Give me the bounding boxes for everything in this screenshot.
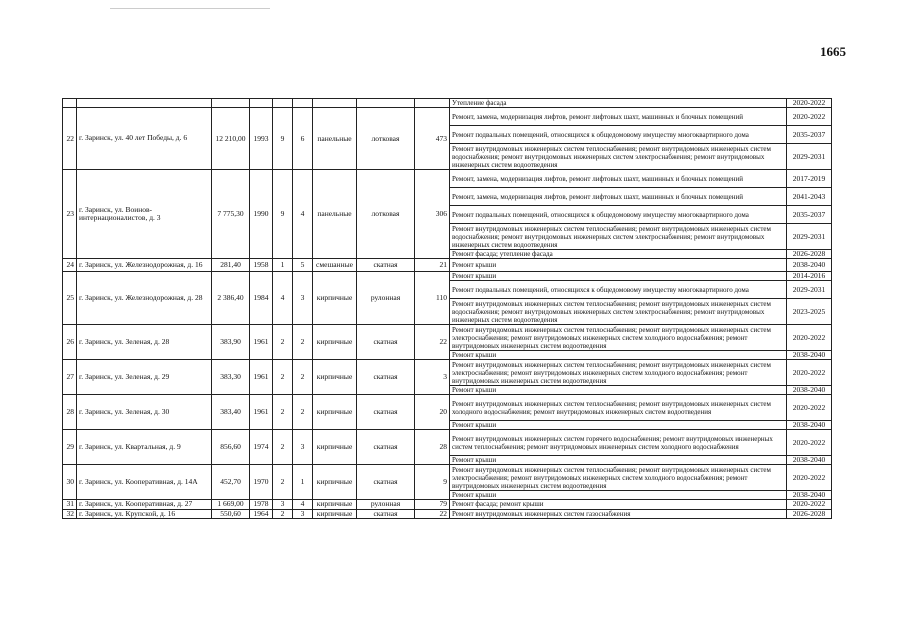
work-period: 2029-2031 [787,281,832,299]
row-number: 29 [63,430,77,465]
table-row [63,259,832,272]
roof-cell: скатная [357,395,415,430]
address-cell: г. Заринск, ул. Зеленая, д. 28 [77,325,212,360]
roof-cell: лотковая [357,170,415,259]
work-period: 2035-2037 [787,206,832,224]
roof-cell: скатная [357,325,415,360]
address-cell: г. Заринск, ул. Крупской, д. 16 [77,509,212,519]
work-period: 2038-2040 [787,491,832,500]
work-description: Ремонт подвальных помещений, относящихся к общедомовому имуществу многоквартирного дома [450,126,787,144]
floors-cell: 2 [273,395,293,430]
table-row [63,509,832,519]
work-period: 2020-2022 [787,395,832,421]
work-description: Ремонт внутридомовых инженерных систем теплоснабжения; ремонт внутридомовых инженерных систем водоснабжения; ремонт внутридомовых инженерных систем электроснабжения; ремонт внутридомовых инженерных систем водоотведения [450,299,787,325]
work-period: 2017-2019 [787,170,832,188]
work-description: Ремонт крыши [450,456,787,465]
work-period: 2038-2040 [787,421,832,430]
entrances-cell: 6 [293,108,313,170]
year-cell: 1961 [250,360,273,395]
work-period: 2023-2025 [787,299,832,325]
address-cell: г. Заринск, ул. Кооперативная, д. 14А [77,465,212,500]
roof-cell: скатная [357,259,415,272]
entrances-cell: 4 [293,500,313,510]
repair-schedule-table [62,98,832,519]
area-cell: 1 669,00 [212,500,250,510]
entrances-cell: 4 [293,170,313,259]
roof-cell: скатная [357,430,415,465]
work-description: Ремонт, замена, модернизация лифтов, ремонт лифтовых шахт, машинных и блочных помещений [450,170,787,188]
floors-cell: 2 [273,430,293,465]
residents-cell: 473 [415,108,450,170]
row-number [63,99,77,108]
roof-cell [357,99,415,108]
area-cell: 856,60 [212,430,250,465]
work-description: Ремонт крыши [450,351,787,360]
floors-cell [273,99,293,108]
table-row [63,170,832,188]
work-description: Ремонт крыши [450,272,787,281]
floors-cell: 4 [273,272,293,325]
table-row [63,272,832,281]
work-description: Ремонт внутридомовых инженерных систем теплоснабжения; ремонт внутридомовых инженерных систем водоснабжения; ремонт внутридомовых инженерных систем электроснабжения; ремонт внутридомовых инженерных систем водоотведения [450,144,787,170]
work-description: Ремонт крыши [450,386,787,395]
table-row [63,395,832,421]
area-cell: 452,70 [212,465,250,500]
address-cell: г. Заринск, ул. 40 лет Победы, д. 6 [77,108,212,170]
address-cell: г. Заринск, ул. Зеленая, д. 30 [77,395,212,430]
year-cell: 1958 [250,259,273,272]
area-cell: 383,90 [212,325,250,360]
work-description: Утепление фасада [450,99,787,108]
work-description: Ремонт фасада; ремонт крыши [450,500,787,510]
address-cell: г. Заринск, ул. Железнодорожная, д. 28 [77,272,212,325]
residents-cell: 79 [415,500,450,510]
roof-cell: скатная [357,509,415,519]
work-period: 2020-2022 [787,360,832,386]
residents-cell: 22 [415,509,450,519]
floors-cell: 9 [273,170,293,259]
work-period: 2020-2022 [787,108,832,126]
row-number: 25 [63,272,77,325]
table-row [63,430,832,456]
address-cell: г. Заринск, ул. Квартальная, д. 9 [77,430,212,465]
table-row [63,465,832,491]
work-description: Ремонт внутридомовых инженерных систем газоснабжения [450,509,787,519]
roof-cell: лотковая [357,108,415,170]
work-period: 2026-2028 [787,509,832,519]
work-description: Ремонт фасада; утепление фасада [450,250,787,259]
work-description: Ремонт подвальных помещений, относящихся к общедомовому имуществу многоквартирного дома [450,281,787,299]
walls-cell: панельные [313,108,357,170]
work-period: 2026-2028 [787,250,832,259]
residents-cell: 28 [415,430,450,465]
residents-cell: 3 [415,360,450,395]
scan-artifact [110,8,270,9]
walls-cell [313,99,357,108]
work-period: 2020-2022 [787,465,832,491]
address-cell [77,99,212,108]
work-period: 2020-2022 [787,99,832,108]
area-cell: 2 386,40 [212,272,250,325]
table-row [63,108,832,126]
residents-cell: 21 [415,259,450,272]
work-period: 2014-2016 [787,272,832,281]
address-cell: г. Заринск, ул. Зеленая, д. 29 [77,360,212,395]
roof-cell: скатная [357,360,415,395]
walls-cell: панельные [313,170,357,259]
entrances-cell: 2 [293,360,313,395]
year-cell [250,99,273,108]
entrances-cell: 3 [293,430,313,465]
table-row [63,360,832,386]
walls-cell: кирпичные [313,395,357,430]
row-number: 31 [63,500,77,510]
area-cell: 12 210,00 [212,108,250,170]
entrances-cell: 1 [293,465,313,500]
work-description: Ремонт внутридомовых инженерных систем теплоснабжения; ремонт внутридомовых инженерных систем электроснабжения; ремонт внутридомовых инженерных систем холодного водоснабжения; ремонт внутридомовых инженерных систем водоотведения [450,465,787,491]
area-cell: 383,40 [212,395,250,430]
residents-cell: 9 [415,465,450,500]
work-period: 2035-2037 [787,126,832,144]
work-period: 2038-2040 [787,351,832,360]
entrances-cell: 2 [293,395,313,430]
year-cell: 1993 [250,108,273,170]
work-description: Ремонт, замена, модернизация лифтов, ремонт лифтовых шахт, машинных и блочных помещений [450,188,787,206]
walls-cell: кирпичные [313,500,357,510]
work-period: 2038-2040 [787,456,832,465]
work-period: 2029-2031 [787,144,832,170]
area-cell: 281,40 [212,259,250,272]
residents-cell [415,99,450,108]
year-cell: 1964 [250,509,273,519]
area-cell: 550,60 [212,509,250,519]
area-cell: 7 775,30 [212,170,250,259]
work-description: Ремонт крыши [450,421,787,430]
table-row [63,325,832,351]
work-description: Ремонт внутридомовых инженерных систем теплоснабжения; ремонт внутридомовых инженерных систем электроснабжения; ремонт внутридомовых инженерных систем холодного водоснабжения; ремонт внутридомовых инженерных систем водоотведения [450,360,787,386]
floors-cell: 2 [273,325,293,360]
floors-cell: 1 [273,259,293,272]
floors-cell: 9 [273,108,293,170]
walls-cell: кирпичные [313,325,357,360]
entrances-cell: 3 [293,509,313,519]
work-period: 2038-2040 [787,259,832,272]
table-row [63,99,832,108]
entrances-cell: 3 [293,272,313,325]
area-cell [212,99,250,108]
row-number: 23 [63,170,77,259]
residents-cell: 22 [415,325,450,360]
row-number: 28 [63,395,77,430]
work-description: Ремонт крыши [450,259,787,272]
work-period: 2029-2031 [787,224,832,250]
entrances-cell: 2 [293,325,313,360]
residents-cell: 110 [415,272,450,325]
area-cell: 383,30 [212,360,250,395]
work-period: 2020-2022 [787,500,832,510]
work-description: Ремонт внутридомовых инженерных систем теплоснабжения; ремонт внутридомовых инженерных систем электроснабжения; ремонт внутридомовых инженерных систем холодного водоснабжения; ремонт внутридомовых инженерных систем водоотведения [450,325,787,351]
roof-cell: скатная [357,465,415,500]
floors-cell: 2 [273,509,293,519]
work-description: Ремонт внутридомовых инженерных систем теплоснабжения; ремонт внутридомовых инженерных систем водоснабжения; ремонт внутридомовых инженерных систем электроснабжения; ремонт внутридомовых инженерных систем водоотведения [450,224,787,250]
work-period: 2020-2022 [787,325,832,351]
address-cell: г. Заринск, ул. Кооперативная, д. 27 [77,500,212,510]
year-cell: 1974 [250,430,273,465]
floors-cell: 2 [273,360,293,395]
row-number: 24 [63,259,77,272]
row-number: 27 [63,360,77,395]
work-description: Ремонт внутридомовых инженерных систем горячего водоснабжения; ремонт внутридомовых инженерных систем теплоснабжения; ремонт внутридомовых инженерных систем холодного водоснабжения [450,430,787,456]
address-cell: г. Заринск, ул. Воинов-интернационалистов, д. 3 [77,170,212,259]
walls-cell: кирпичные [313,465,357,500]
address-cell: г. Заринск, ул. Железнодорожная, д. 16 [77,259,212,272]
year-cell: 1984 [250,272,273,325]
entrances-cell [293,99,313,108]
walls-cell: кирпичные [313,272,357,325]
walls-cell: кирпичные [313,509,357,519]
work-description: Ремонт крыши [450,491,787,500]
table-body [63,99,832,519]
year-cell: 1978 [250,500,273,510]
year-cell: 1961 [250,325,273,360]
floors-cell: 2 [273,465,293,500]
roof-cell: рулонная [357,272,415,325]
year-cell: 1970 [250,465,273,500]
work-period: 2041-2043 [787,188,832,206]
floors-cell: 3 [273,500,293,510]
work-description: Ремонт внутридомовых инженерных систем теплоснабжения; ремонт внутридомовых инженерных систем холодного водоснабжения; ремонт внутридомовых инженерных систем водоотведения [450,395,787,421]
residents-cell: 306 [415,170,450,259]
year-cell: 1961 [250,395,273,430]
row-number: 26 [63,325,77,360]
walls-cell: кирпичные [313,360,357,395]
row-number: 32 [63,509,77,519]
table-row [63,500,832,510]
row-number: 30 [63,465,77,500]
work-period: 2038-2040 [787,386,832,395]
walls-cell: смешанные [313,259,357,272]
residents-cell: 20 [415,395,450,430]
work-description: Ремонт подвальных помещений, относящихся к общедомовому имуществу многоквартирного дома [450,206,787,224]
walls-cell: кирпичные [313,430,357,465]
row-number: 22 [63,108,77,170]
roof-cell: рулонная [357,500,415,510]
entrances-cell: 5 [293,259,313,272]
work-description: Ремонт, замена, модернизация лифтов, ремонт лифтовых шахт, машинных и блочных помещений [450,108,787,126]
work-period: 2020-2022 [787,430,832,456]
page-number: 1665 [820,44,846,59]
year-cell: 1990 [250,170,273,259]
